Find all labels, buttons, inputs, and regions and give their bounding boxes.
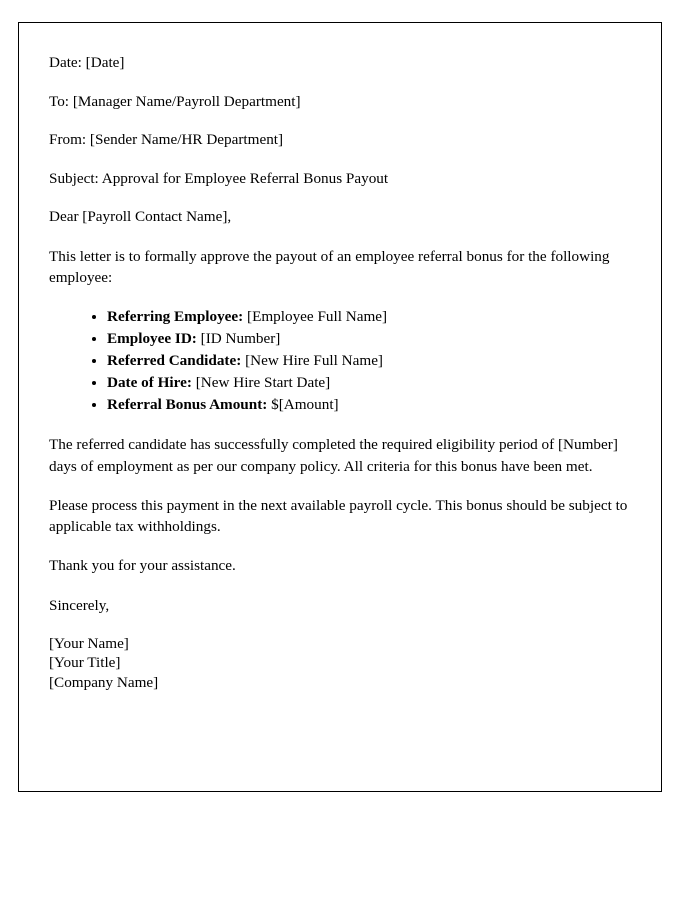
detail-value: [New Hire Full Name] <box>245 352 383 370</box>
signature-name: [Your Name] <box>49 634 129 652</box>
letter-body <box>19 23 661 692</box>
thanks-paragraph: Thank you for your assistance. <box>49 557 236 575</box>
eligibility-paragraph: The referred candidate has successfully completed the required eligibility period of [Number] days of employment as per our company policy. All criteria for this bonus have been met. <box>49 436 618 475</box>
list-item <box>107 328 631 350</box>
intro-paragraph: This letter is to formally approve the payout of an employee referral bonus for the following employee: <box>49 247 610 286</box>
detail-label: Referral Bonus Amount: <box>107 396 268 414</box>
detail-value: $[Amount] <box>271 396 339 414</box>
signature-company: [Company Name] <box>49 673 159 691</box>
referral-details-list <box>49 306 631 416</box>
to-line: To: [Manager Name/Payroll Department] <box>49 92 301 110</box>
list-item <box>107 372 631 394</box>
detail-value: [ID Number] <box>200 330 281 348</box>
closing-line: Sincerely, <box>49 596 110 614</box>
signature-block <box>49 634 631 692</box>
from-line: From: [Sender Name/HR Department] <box>49 131 284 149</box>
salutation: Dear [Payroll Contact Name], <box>49 208 232 226</box>
processing-paragraph: Please process this payment in the next available payroll cycle. This bonus should be subject to applicable tax withholdings. <box>49 496 628 536</box>
list-item <box>107 394 631 416</box>
list-item <box>107 306 631 328</box>
detail-label: Employee ID: <box>107 330 197 348</box>
date-line: Date: [Date] <box>49 54 125 71</box>
signature-title: [Your Title] <box>49 654 121 672</box>
detail-value: [New Hire Start Date] <box>195 374 331 392</box>
detail-label: Referring Employee: <box>107 308 244 326</box>
detail-label: Date of Hire: <box>107 374 192 392</box>
detail-value: [Employee Full Name] <box>247 308 388 326</box>
list-item <box>107 350 631 372</box>
subject-line: Subject: Approval for Employee Referral Bonus Payout <box>49 169 389 187</box>
detail-label: Referred Candidate: <box>107 352 242 370</box>
document-page <box>18 22 662 792</box>
